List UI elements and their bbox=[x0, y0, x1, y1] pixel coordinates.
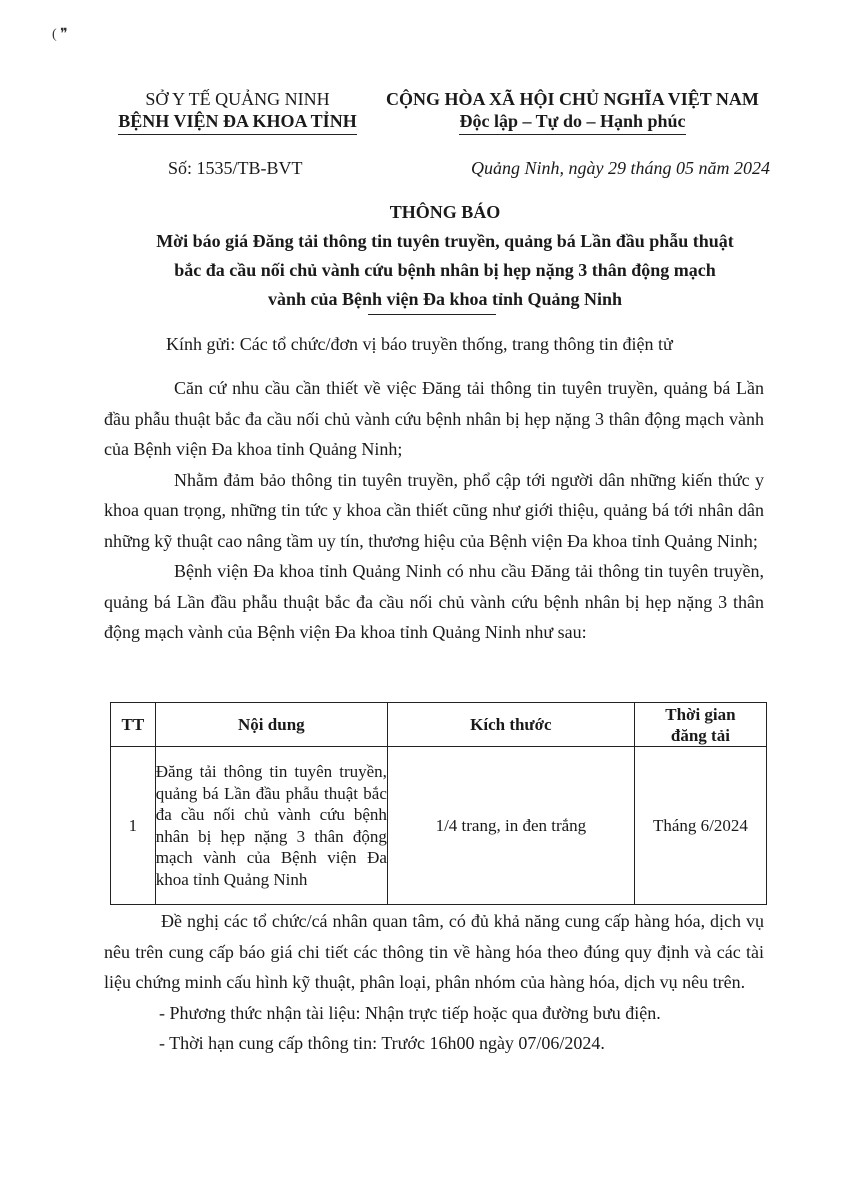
issuer-department: SỞ Y TẾ QUẢNG NINH bbox=[145, 89, 330, 109]
cell-size: 1/4 trang, in đen trắng bbox=[387, 747, 634, 905]
recipient-line: Kính gửi: Các tổ chức/đơn vị báo truyền thống, trang thông tin điện tử bbox=[166, 334, 673, 354]
title-divider bbox=[368, 314, 496, 315]
submission-method: - Phương thức nhận tài liệu: Nhận trực tiếp hoặc qua đường bưu điện. bbox=[159, 1002, 661, 1023]
notice-subject-line-1: Mời báo giá Đăng tải thông tin tuyên truyền, quảng bá Lần đầu phẫu thuật bbox=[156, 231, 734, 251]
items-table bbox=[110, 702, 767, 905]
header-size: Kích thước bbox=[387, 703, 634, 747]
closing-paragraph: Đề nghị các tổ chức/cá nhân quan tâm, có đủ khả năng cung cấp hàng hóa, dịch vụ nêu trên cung cấp báo giá chi tiết các thông tin về hàng hóa theo đúng quy định và các tài liệu chứng minh cấu hình kỹ thuật, phân loại, phân nhóm của hàng hóa, dịch vụ nêu trên. bbox=[104, 911, 764, 992]
body-paragraph: Bệnh viện Đa khoa tỉnh Quảng Ninh có nhu cầu Đăng tải thông tin tuyên truyền, quảng bá Lần đầu phẫu thuật bắc đa cầu nối chủ vành cứu bệnh nhân bị hẹp nặng 3 thân động mạch vành của Bệnh viện Đa khoa tỉnh Quảng Ninh như sau: bbox=[104, 561, 764, 642]
national-title: CỘNG HÒA XÃ HỘI CHỦ NGHĨA VIỆT NAM bbox=[386, 89, 759, 109]
place-and-date: Quảng Ninh, ngày 29 tháng 05 năm 2024 bbox=[471, 158, 770, 178]
issuer-header bbox=[100, 88, 375, 135]
notice-body bbox=[104, 373, 764, 648]
body-paragraph: Nhằm đảm bảo thông tin tuyên truyền, phổ cập tới người dân những kiến thức y khoa quan trọng, những tin tức y khoa cần thiết cũng như giới thiệu, quảng bá tới nhân dân những kỹ thuật cao nâng tầm uy tín, thương hiệu của Bệnh viện Đa khoa tỉnh Quảng Ninh; bbox=[104, 469, 764, 551]
header-time: Thời gian đăng tải bbox=[634, 703, 766, 747]
table-header-row bbox=[111, 703, 767, 747]
national-header bbox=[375, 88, 770, 135]
header-tt: TT bbox=[111, 703, 156, 747]
notice-subject-line-3: vành của Bệnh viện Đa khoa tỉnh Quảng Ninh bbox=[267, 289, 623, 309]
closing-section bbox=[104, 906, 764, 1059]
table-row bbox=[111, 747, 767, 905]
document-number: Số: 1535/TB-BVT bbox=[168, 158, 303, 178]
notice-heading: THÔNG BÁO bbox=[389, 202, 501, 222]
header-content: Nội dung bbox=[155, 703, 387, 747]
stray-scan-mark: ( ❞ bbox=[52, 27, 68, 42]
cell-content: Đăng tải thông tin tuyên truyền, quảng bá Lần đầu phẫu thuật bắc đa cầu nối chủ vành cứu bệnh nhân bị hẹp nặng 3 thân động mạch vành của Bệnh viện Đa khoa tỉnh Quảng Ninh bbox=[155, 747, 387, 905]
submission-deadline: - Thời hạn cung cấp thông tin: Trước 16h00 ngày 07/06/2024. bbox=[159, 1033, 605, 1053]
cell-tt: 1 bbox=[111, 747, 156, 905]
issuer-hospital: BỆNH VIỆN ĐA KHOA TỈNH bbox=[100, 110, 375, 135]
cell-time: Tháng 6/2024 bbox=[634, 747, 766, 905]
notice-title bbox=[100, 198, 790, 314]
notice-subject-line-2: bắc đa cầu nối chủ vành cứu bệnh nhân bị hẹp nặng 3 thân động mạch bbox=[174, 260, 716, 280]
body-paragraph: Căn cứ nhu cầu cần thiết về việc Đăng tải thông tin tuyên truyền, quảng bá Lần đầu phẫu thuật bắc đa cầu nối chủ vành cứu bệnh nhân bị hẹp nặng 3 thân động mạch vành của Bệnh viện Đa khoa tỉnh Quảng Ninh; bbox=[104, 378, 764, 459]
national-motto: Độc lập – Tự do – Hạnh phúc bbox=[375, 110, 770, 135]
